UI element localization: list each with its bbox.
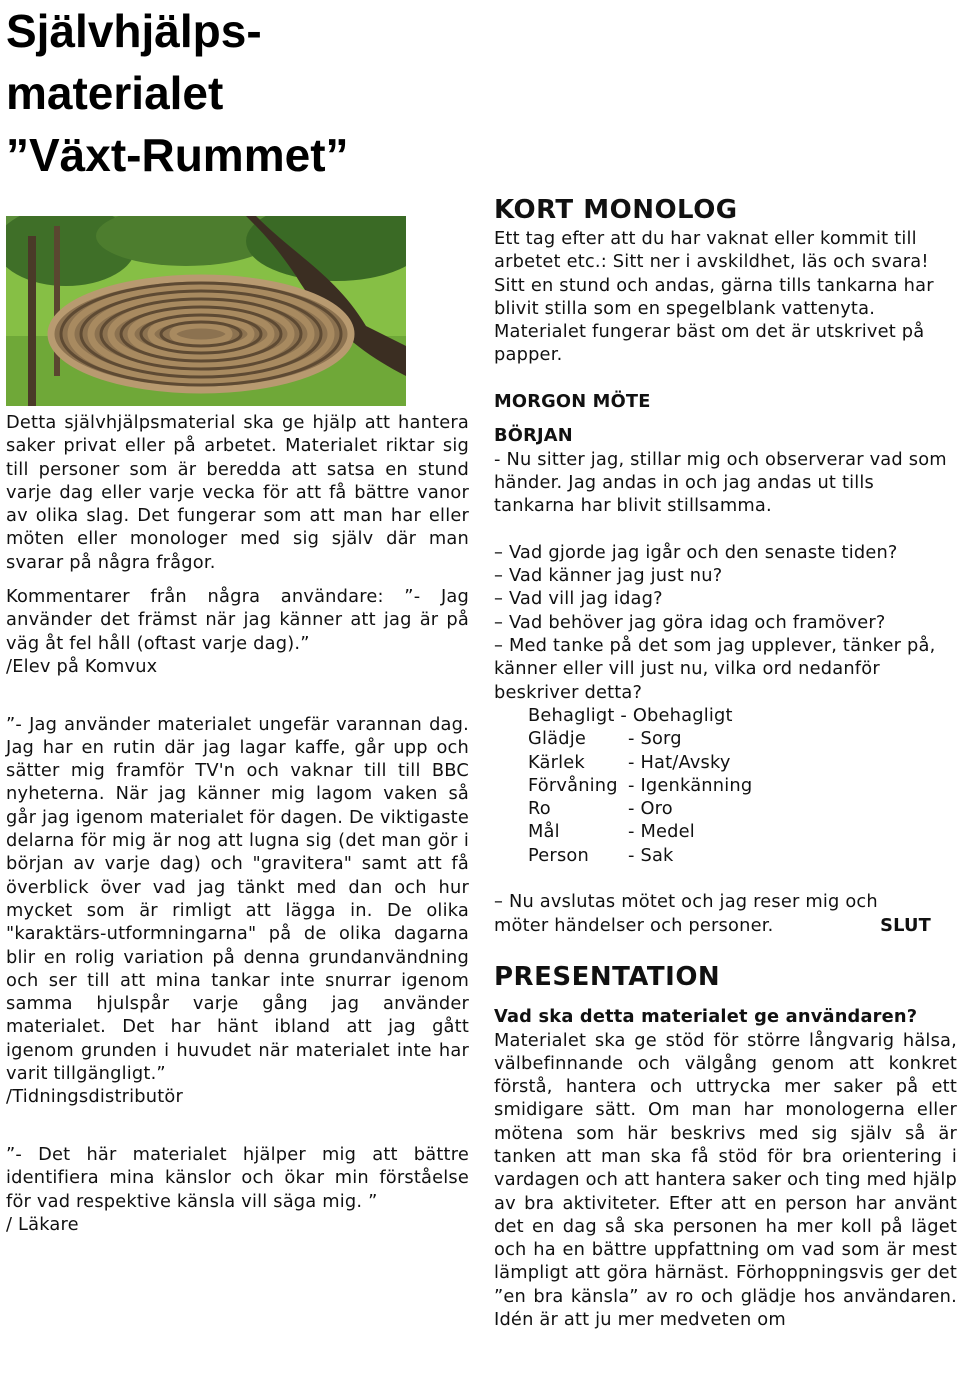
- borjan-text: - Nu sitter jag, stillar mig och observerar vad som händer. Jag andas in och jag andas ut tills tankarna har blivit stillsamma.: [494, 448, 947, 517]
- labyrinth-photo: [6, 216, 406, 406]
- word-pair: Ro - Oro: [528, 798, 673, 820]
- question-item: – Vad vill jag idag?: [494, 588, 663, 610]
- word-pair: Person - Sak: [528, 844, 674, 866]
- presentation-text: Materialet ska ge stöd för större långvarig hälsa, välbefinnande och välgång genom att konkret förstå, hantera och uttrycka mer saker på ett smidigare sätt. Om man har monologerna eller mötena som här beskrivs med sig själv så är tanken att man ska få stöd för bra orientering i vardagen och att hantera saker och ting med hjälp av bra aktiviteter. Efter att en person har använt det en dag så ska personen ha mer koll på läget och ha en bättre uppfattning om vad som är mest lämpligt att göra härnäst. Förhoppningsvis ger det ”en bra känsla” av ro och glädje hos användaren. Idén är att ju mer medveten om: [494, 1029, 957, 1331]
- user-comment-1: Kommentarer från några användare: ”- Jag använder det främst när jag känner att jag är på väg åt fel håll (oftast varje dag).”: [6, 586, 469, 654]
- user-comment-3: ”- Det här materialet hjälper mig att bättre identifiera mina känslor och ökar min förståelse för vad respektive känsla vill säga mig. ”: [6, 1143, 469, 1212]
- word-pair: Kärlek - Hat/Avsky: [528, 751, 731, 773]
- question-item: – Vad känner jag just nu?: [494, 565, 723, 587]
- title-line-3: ”Växt-Rummet”: [6, 129, 349, 181]
- question-item: – Vad gjorde jag igår och den senaste tiden?: [494, 541, 898, 563]
- closing-line-2: möter händelser och personer. SLUT: [494, 914, 931, 936]
- labyrinth-illustration: [6, 216, 406, 406]
- title-line-1: Självhjälps-: [6, 5, 262, 57]
- word-pair: Förvåning - Igenkänning: [528, 774, 753, 796]
- question-item: – Vad behöver jag göra idag och framöver?: [494, 611, 886, 633]
- presentation-question: Vad ska detta materialet ge användaren?: [494, 1006, 918, 1028]
- kort-monolog-heading: KORT MONOLOG: [494, 195, 738, 225]
- title-line-2: materialet: [6, 67, 224, 119]
- borjan-heading: BÖRJAN: [494, 425, 573, 447]
- closing-line-1: – Nu avslutas mötet och jag reser mig och: [494, 891, 878, 913]
- intro-paragraph: Detta självhjälpsmaterial ska ge hjälp att hantera saker privat eller på arbetet. Materialet riktar sig till personer som är beredda att satsa en stund varje dag eller varje vecka för att få bättre vanor av olika slag. Det fungerar som att man har eller möten eller monologer med sig själv där man svarar på några frågor.: [6, 412, 469, 573]
- comment-3-author: / Läkare: [6, 1213, 79, 1235]
- comment-2-author: /Tidningsdistributör: [6, 1086, 183, 1108]
- question-list: [494, 541, 957, 704]
- presentation-heading: PRESENTATION: [494, 962, 721, 993]
- right-column: [494, 193, 957, 1331]
- morgon-mote-heading: MORGON MÖTE: [494, 391, 651, 413]
- document-title: [6, 0, 349, 186]
- word-pair: Glädje - Sorg: [528, 728, 682, 750]
- comment-1-author: /Elev på Komvux: [6, 655, 158, 677]
- user-comment-2: ”- Jag använder materialet ungefär varannan dag. Jag har en rutin där jag lagar kaffe, går upp och sätter mig framför TV'n och vaknar till till BBC nyheterna. När jag känner mig lagom vaken så går jag igenom materialet för dagen. De viktigaste delarna för mig är nog att lugna sig (det man gör i början av varje dag) och "gravitera" samt att få överblick över vad jag tänkt med dan och hur mycket som är rimligt att lägga in. De olika "karaktärs-utformningarna" på de olika dagarna blir en rolig variation på denna grundanvändning och ser till att mina tankar inte snurrar igenom samma hjulspår varje gång jag använder materialet. Det har hänt ibland att jag gått igenom grunden i huvudet när materialet inte har varit tillgängligt.”: [6, 713, 469, 1085]
- word-pair: Behagligt - Obehagligt: [528, 704, 733, 726]
- left-column: [6, 411, 469, 1236]
- word-pair: Mål - Medel: [528, 821, 695, 843]
- question-item: – Med tanke på det som jag upplever, tänker på, känner eller vill just nu, vilka ord nedanför beskriver detta?: [494, 635, 936, 703]
- word-pairs: [494, 704, 957, 867]
- slut-label: SLUT: [880, 914, 931, 936]
- kort-monolog-text: Ett tag efter att du har vaknat eller kommit till arbetet etc.: Sitt ner i avskildhet, läs och svara! Sitt en stund och andas, gärna tills tankarna har blivit stilla som en spegelblank vattenyta. Materialet fungerar bäst om det är utskrivet på papper.: [494, 228, 934, 366]
